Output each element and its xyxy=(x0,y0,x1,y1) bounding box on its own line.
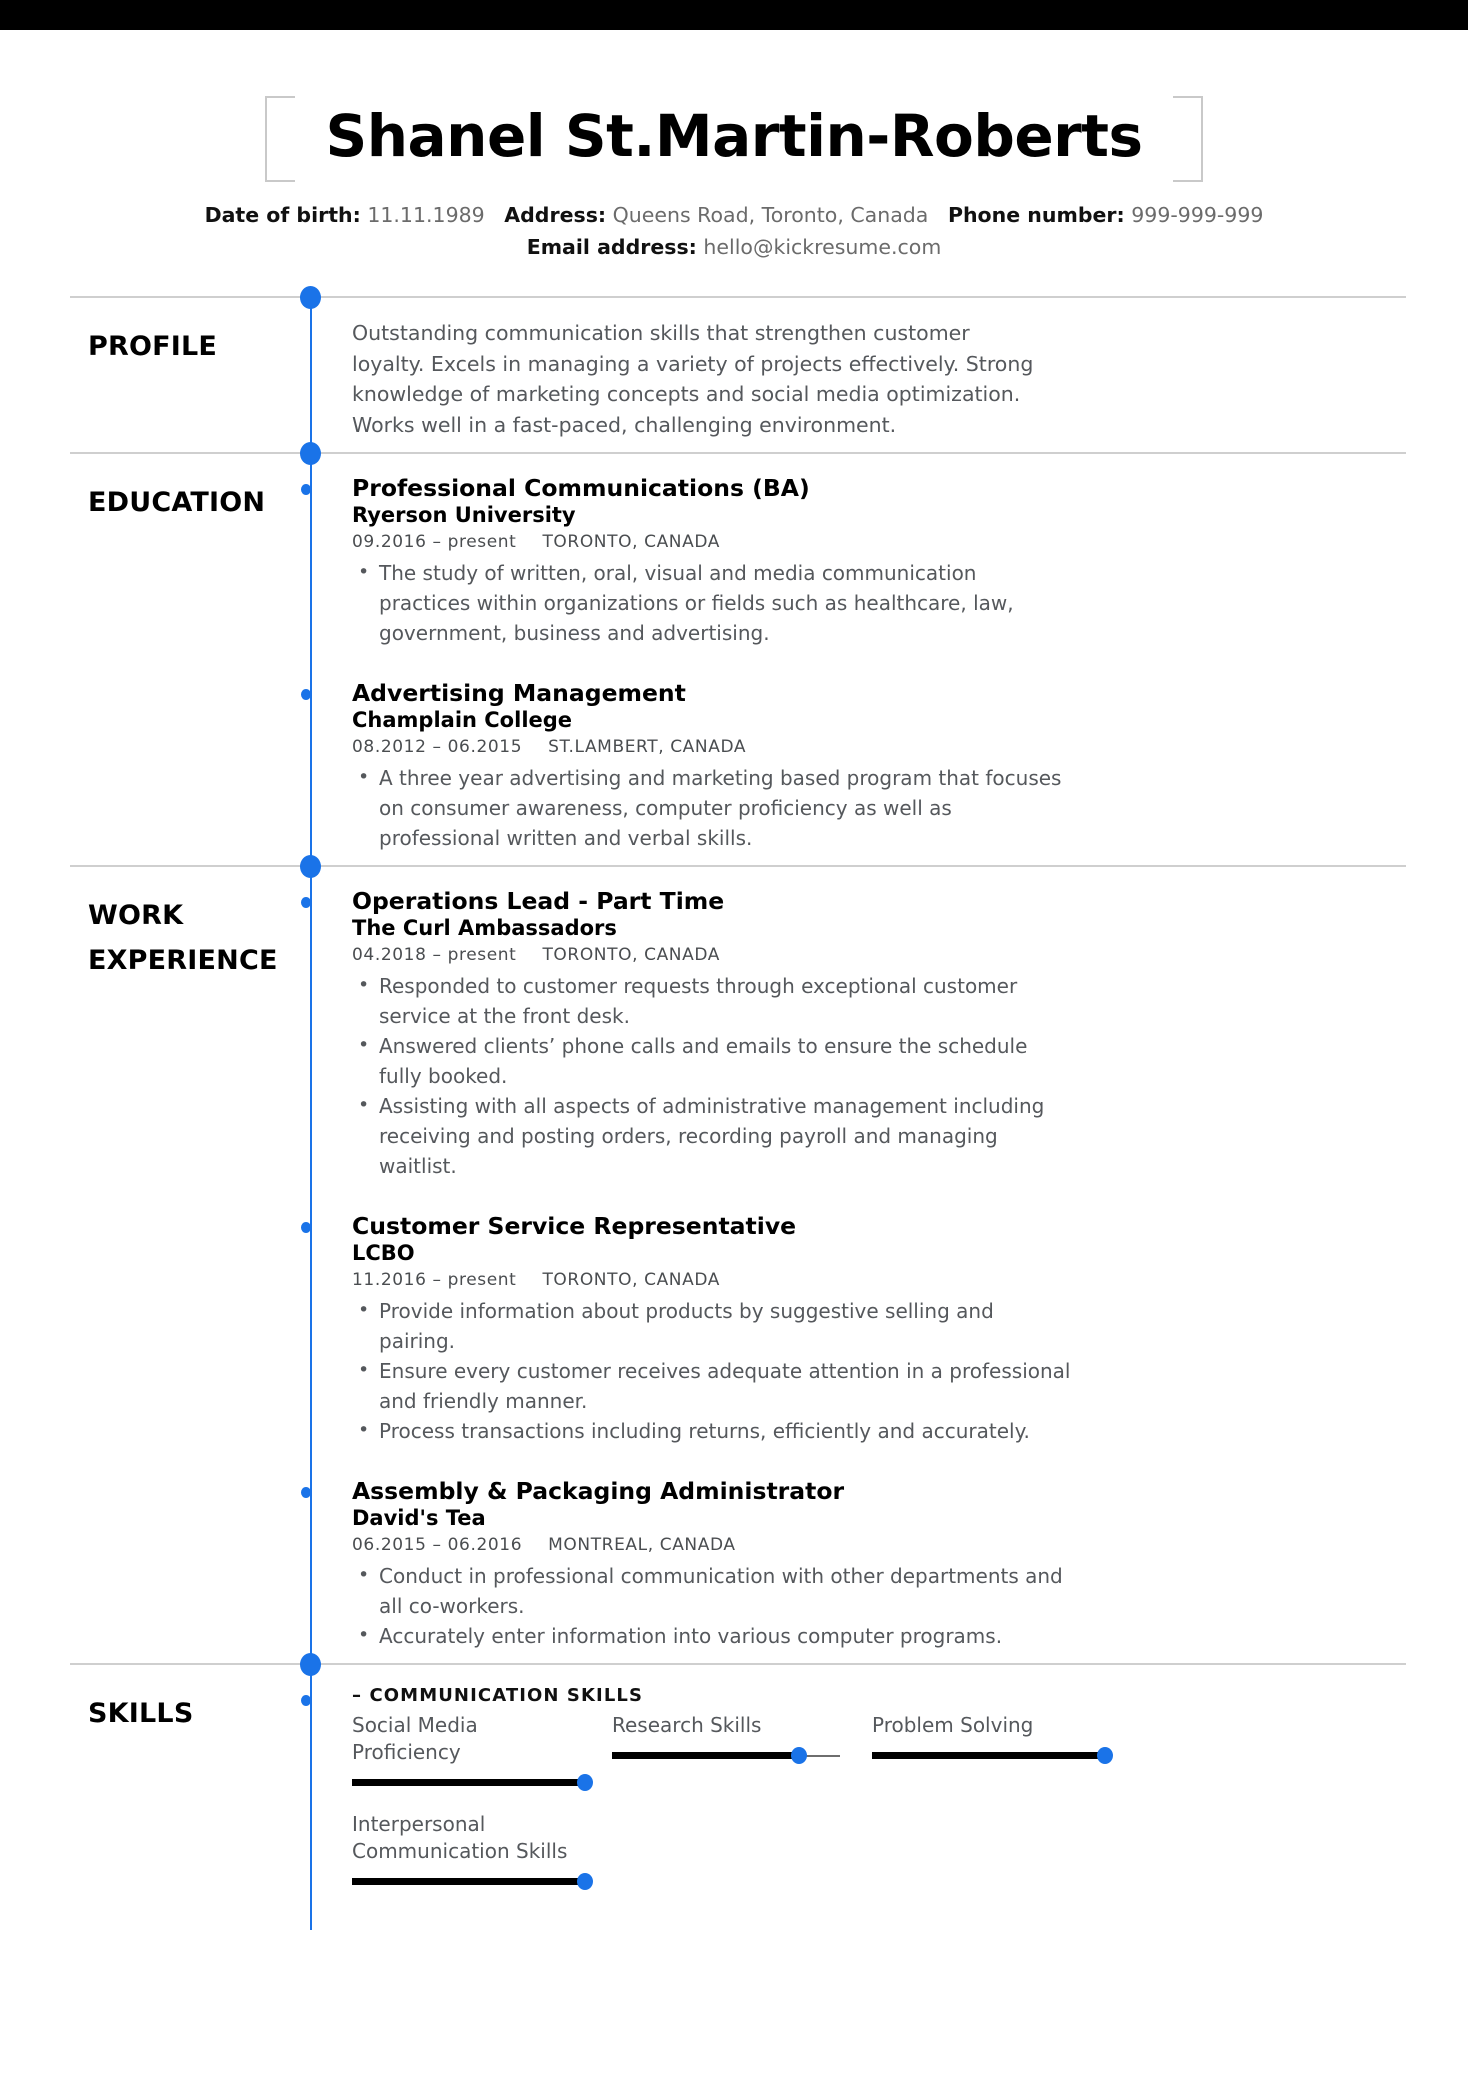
contact-line-2 xyxy=(0,232,1468,262)
skill-item xyxy=(612,1712,840,1795)
work-location: TORONTO, CANADA xyxy=(542,1270,720,1290)
work-org: LCBO xyxy=(352,1241,415,1265)
resume-body xyxy=(0,296,1468,1922)
skills-row xyxy=(352,1712,1406,1795)
work-org: David's Tea xyxy=(352,1506,486,1530)
education-dates: 08.2012 – 06.2015 xyxy=(352,737,523,757)
education-title: Professional Communications (BA) xyxy=(352,474,810,502)
email-value: hello@kickresume.com xyxy=(703,235,942,259)
skill-name: Interpersonal Communication Skills xyxy=(352,1812,568,1863)
skill-level-bar xyxy=(352,1872,580,1894)
skill-bar-knob xyxy=(1097,1747,1113,1764)
contact-line-1 xyxy=(0,200,1468,230)
education-entry xyxy=(352,474,1406,648)
list-item: • Answered clients’ phone calls and emails to ensure the schedule fully booked. xyxy=(352,1031,1074,1091)
list-item: • Conduct in professional communication with other departments and all co-workers. xyxy=(352,1561,1074,1621)
work-bullets xyxy=(352,971,1406,1181)
skill-level-bar xyxy=(612,1746,840,1768)
work-bullets xyxy=(352,1296,1406,1446)
section-work-experience xyxy=(0,865,1468,1663)
timeline-section-dot xyxy=(300,855,321,878)
education-entry xyxy=(352,679,1406,853)
skill-bar-knob xyxy=(577,1873,593,1890)
work-org: The Curl Ambassadors xyxy=(352,916,617,940)
work-dates: 06.2015 – 06.2016 xyxy=(352,1535,523,1555)
work-title: Assembly & Packaging Administrator xyxy=(352,1477,845,1505)
education-location: TORONTO, CANADA xyxy=(542,532,720,552)
work-entry xyxy=(352,1477,1406,1651)
dob-label: Date of birth: xyxy=(204,203,361,227)
section-skills xyxy=(0,1663,1468,1922)
section-title-line-1: WORK xyxy=(88,900,184,931)
education-meta xyxy=(352,529,1406,555)
section-title-education: EDUCATION xyxy=(88,487,266,518)
section-title-skills: SKILLS xyxy=(88,1698,194,1729)
education-org: Champlain College xyxy=(352,708,573,732)
work-meta xyxy=(352,1532,1406,1558)
email-label: Email address: xyxy=(526,235,697,259)
work-meta xyxy=(352,1267,1406,1293)
section-divider xyxy=(70,296,1406,298)
work-entry xyxy=(352,1212,1406,1446)
section-title-work-experience xyxy=(0,865,310,1663)
list-item: • Assisting with all aspects of administrative management including receiving and posting orders, recording payroll and managing waitlist. xyxy=(352,1091,1074,1181)
name-block xyxy=(265,88,1202,184)
skill-name: Problem Solving xyxy=(872,1713,1034,1737)
skill-item xyxy=(872,1712,1100,1795)
timeline-entry-dot xyxy=(301,897,311,908)
section-divider xyxy=(70,865,1406,867)
skill-level-bar xyxy=(872,1746,1100,1768)
timeline-entry-dot xyxy=(301,1695,311,1706)
timeline-entry-dot xyxy=(301,1487,311,1498)
work-location: TORONTO, CANADA xyxy=(542,945,720,965)
education-meta xyxy=(352,734,1406,760)
skills-group xyxy=(352,1685,1406,1894)
resume-header xyxy=(0,30,1468,262)
work-location: MONTREAL, CANADA xyxy=(548,1535,736,1555)
education-bullets xyxy=(352,763,1406,853)
section-content-profile xyxy=(310,296,1468,452)
skill-name: Research Skills xyxy=(612,1713,762,1737)
phone-value: 999-999-999 xyxy=(1131,203,1264,227)
section-education xyxy=(0,452,1468,865)
skills-row xyxy=(352,1811,1406,1894)
work-bullets xyxy=(352,1561,1406,1651)
work-dates: 11.2016 – present xyxy=(352,1270,517,1290)
work-title: Operations Lead - Part Time xyxy=(352,887,725,915)
page-title: Shanel St.Martin-Roberts xyxy=(325,102,1143,170)
skill-bar-knob xyxy=(791,1747,807,1764)
list-item: • Responded to customer requests through exceptional customer service at the front desk. xyxy=(352,971,1074,1031)
bracket-right-decoration xyxy=(1173,96,1203,182)
list-item: • The study of written, oral, visual and media communication practices within organizations or fields such as healthcare, law, government, business and advertising. xyxy=(352,558,1074,648)
skill-name: Social Media Proficiency xyxy=(352,1713,478,1764)
list-item: • Accurately enter information into various computer programs. xyxy=(352,1621,1074,1651)
timeline-entry-dot xyxy=(301,484,311,495)
work-meta xyxy=(352,942,1406,968)
skill-bar-fill xyxy=(352,1779,580,1786)
skill-bar-knob xyxy=(577,1774,593,1791)
work-dates: 04.2018 – present xyxy=(352,945,517,965)
profile-text: Outstanding communication skills that strengthen customer loyalty. Excels in managing a variety of projects effectively. Strong knowledge of marketing concepts and social media optimization. Works well in a fast-paced, challenging environment. xyxy=(352,321,1034,437)
work-entry xyxy=(352,887,1406,1181)
section-content-work-experience xyxy=(310,865,1468,1663)
education-title: Advertising Management xyxy=(352,679,686,707)
resume-page xyxy=(0,30,1468,2076)
timeline-entry-dot xyxy=(301,1222,311,1233)
section-content-skills xyxy=(310,1663,1468,1922)
skill-bar-fill xyxy=(872,1752,1100,1759)
education-location: ST.LAMBERT, CANADA xyxy=(548,737,747,757)
skill-item xyxy=(352,1712,580,1795)
timeline-entry-dot xyxy=(301,689,311,700)
section-content-education xyxy=(310,452,1468,865)
dob-value: 11.11.1989 xyxy=(367,203,485,227)
skill-bar-fill xyxy=(612,1752,794,1759)
section-divider xyxy=(70,452,1406,454)
education-org: Ryerson University xyxy=(352,503,576,527)
section-divider xyxy=(70,1663,1406,1665)
work-title: Customer Service Representative xyxy=(352,1212,797,1240)
skills-group-label: – COMMUNICATION SKILLS xyxy=(352,1685,644,1706)
top-black-band xyxy=(0,0,1468,30)
skill-level-bar xyxy=(352,1773,580,1795)
skill-item xyxy=(352,1811,580,1894)
address-label: Address: xyxy=(504,203,607,227)
education-bullets xyxy=(352,558,1406,648)
timeline-section-dot xyxy=(300,442,321,465)
bracket-left-decoration xyxy=(265,96,295,182)
section-profile xyxy=(0,296,1468,452)
list-item: • A three year advertising and marketing based program that focuses on consumer awareness, computer proficiency as well as professional written and verbal skills. xyxy=(352,763,1074,853)
skill-bar-fill xyxy=(352,1878,580,1885)
education-dates: 09.2016 – present xyxy=(352,532,517,552)
section-title-line-2: EXPERIENCE xyxy=(88,945,278,976)
address-value: Queens Road, Toronto, Canada xyxy=(612,203,929,227)
list-item: • Ensure every customer receives adequate attention in a professional and friendly manner. xyxy=(352,1356,1074,1416)
timeline-section-dot xyxy=(300,1653,321,1676)
contact-info xyxy=(0,200,1468,262)
list-item: • Provide information about products by suggestive selling and pairing. xyxy=(352,1296,1074,1356)
list-item: • Process transactions including returns, efficiently and accurately. xyxy=(352,1416,1074,1446)
phone-label: Phone number: xyxy=(947,203,1125,227)
timeline-section-dot xyxy=(300,286,321,309)
section-title-profile: PROFILE xyxy=(88,331,218,362)
